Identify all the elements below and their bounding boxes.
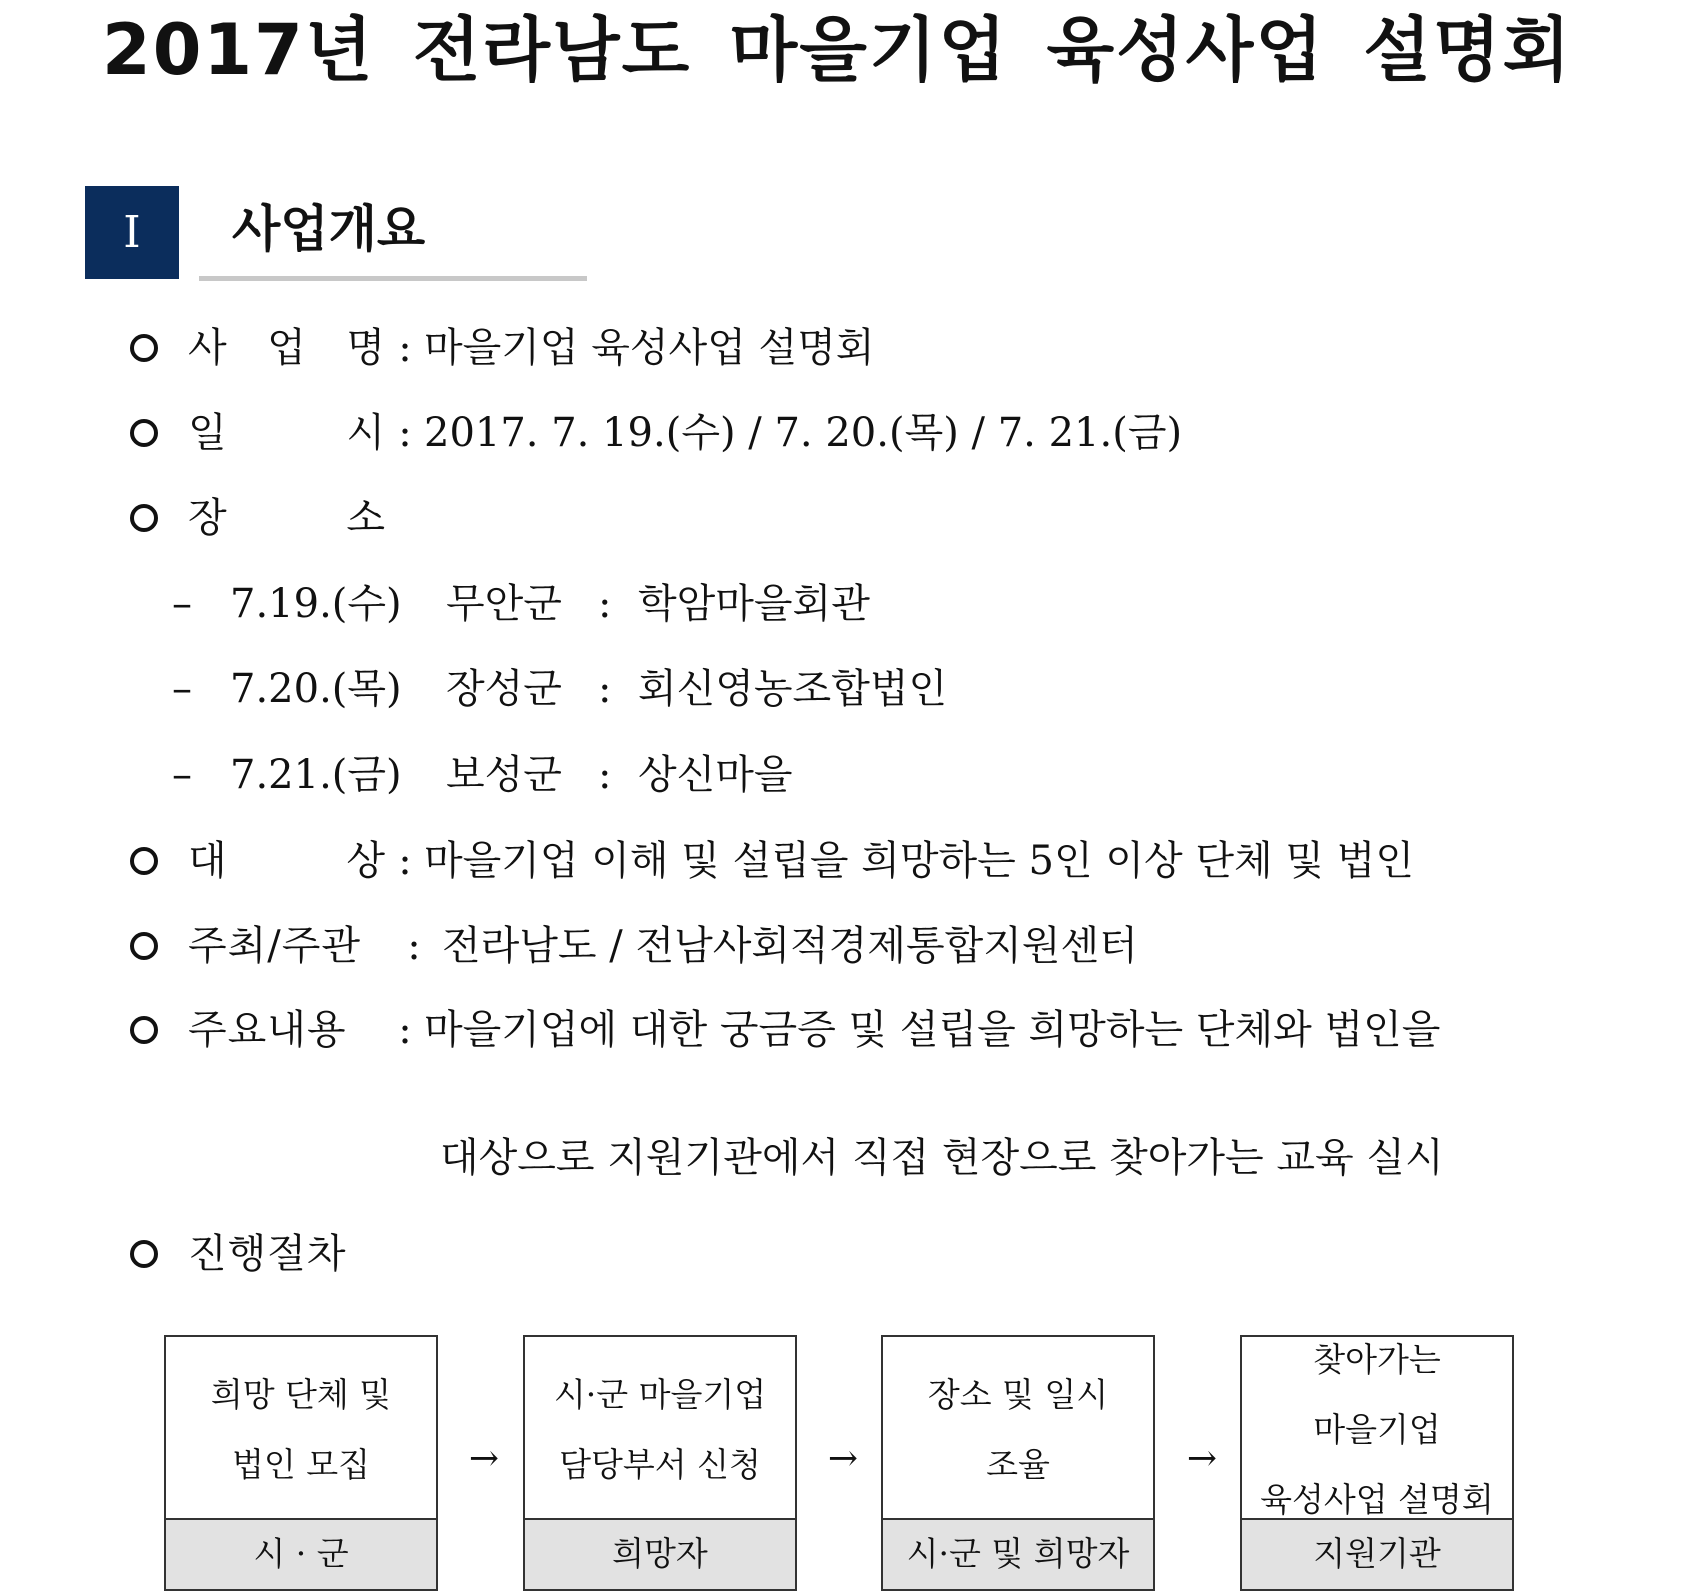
venue-county: 보성군 <box>446 752 562 798</box>
circle-bullet-icon <box>130 932 158 960</box>
row-label: 주요내용 <box>188 1007 347 1053</box>
step-actor: 희망자 <box>525 1518 795 1589</box>
arrow-right-icon: → <box>468 1438 500 1479</box>
overview-row-venue <box>130 488 386 548</box>
content-continuation: 대상으로 지원기관에서 직접 현장으로 찾아가는 교육 실시 <box>440 1135 1444 1181</box>
overview-row-target <box>130 831 1414 891</box>
dash-bullet: – <box>172 752 192 798</box>
row-colon: : <box>398 325 412 371</box>
row-value: 마을기업 육성사업 설명회 <box>424 325 875 371</box>
dash-bullet: – <box>172 581 192 627</box>
step-actor: 지원기관 <box>1242 1518 1512 1589</box>
overview-row-host <box>130 916 1138 976</box>
process-step-4 <box>1240 1335 1514 1591</box>
row-label: 일 시 <box>188 410 386 456</box>
step-description: 찾아가는 마을기업 육성사업 설명회 <box>1260 1339 1494 1519</box>
circle-bullet-icon <box>130 1016 158 1044</box>
row-value: 전라남도 / 전남사회적경제통합지원센터 <box>442 923 1138 969</box>
venue-colon: : <box>598 581 612 627</box>
process-step-3 <box>881 1335 1155 1591</box>
row-colon: : <box>407 923 421 969</box>
venue-place: 상신마을 <box>638 752 793 798</box>
step-actor: 시·군 및 희망자 <box>883 1518 1153 1589</box>
venue-colon: : <box>598 752 612 798</box>
arrow-right-icon: → <box>827 1438 859 1479</box>
section-number-badge: I <box>85 186 179 279</box>
venue-county: 무안군 <box>446 581 562 627</box>
circle-bullet-icon <box>130 334 158 362</box>
row-value: 마을기업에 대한 궁금증 및 설립을 희망하는 단체와 법인을 <box>424 1007 1441 1053</box>
row-label: 진행절차 <box>188 1231 347 1277</box>
venue-date: 7.21.(금) <box>230 752 402 798</box>
section-underline <box>199 276 587 281</box>
process-step-1 <box>164 1335 438 1591</box>
venue-date: 7.19.(수) <box>230 581 402 627</box>
circle-bullet-icon <box>130 504 158 532</box>
venue-place: 회신영농조합법인 <box>638 666 948 712</box>
venue-colon: : <box>598 666 612 712</box>
row-label: 대 상 <box>188 838 386 884</box>
overview-row-datetime <box>130 403 1182 463</box>
row-value: 2017. 7. 19.(수) / 7. 20.(목) / 7. 21.(금) <box>424 410 1183 456</box>
row-label: 주최/주관 <box>188 923 362 969</box>
venue-item <box>172 745 793 805</box>
venue-date: 7.20.(목) <box>230 666 402 712</box>
circle-bullet-icon <box>130 1240 158 1268</box>
venue-county: 장성군 <box>446 666 562 712</box>
dash-bullet: – <box>172 666 192 712</box>
row-value: 마을기업 이해 및 설립을 희망하는 5인 이상 단체 및 법인 <box>424 838 1414 884</box>
venue-item <box>172 574 870 634</box>
overview-row-name <box>130 318 874 378</box>
row-colon: : <box>398 838 412 884</box>
circle-bullet-icon <box>130 419 158 447</box>
row-colon: : <box>398 1007 412 1053</box>
section-title: 사업개요 <box>232 200 426 258</box>
step-actor: 시 · 군 <box>166 1518 436 1589</box>
document-title: 2017년 전라남도 마을기업 육성사업 설명회 <box>102 9 1573 91</box>
circle-bullet-icon <box>130 847 158 875</box>
step-description: 장소 및 일시 조율 <box>927 1374 1109 1484</box>
step-description: 희망 단체 및 법인 모집 <box>210 1374 392 1484</box>
process-step-2 <box>523 1335 797 1591</box>
row-label: 사 업 명 <box>188 325 386 371</box>
venue-place: 학암마을회관 <box>638 581 870 627</box>
row-colon: : <box>398 410 412 456</box>
overview-row-content <box>130 1000 1440 1060</box>
step-description: 시·군 마을기업 담당부서 신청 <box>553 1374 767 1484</box>
arrow-right-icon: → <box>1186 1438 1218 1479</box>
venue-item <box>172 659 947 719</box>
overview-row-procedure <box>130 1224 386 1284</box>
row-label: 장 소 <box>188 495 386 541</box>
